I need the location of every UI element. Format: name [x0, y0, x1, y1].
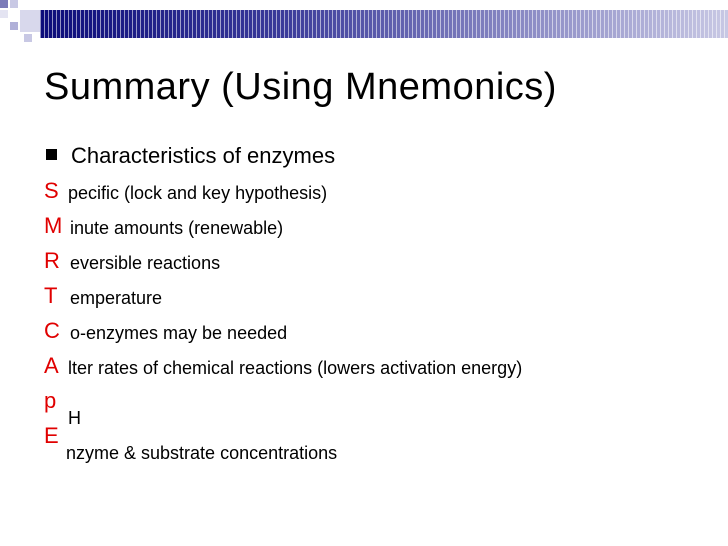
mnemonic-letter: C	[44, 318, 60, 343]
mnemonic-text: lter rates of chemical reactions (lowers activation energy)	[68, 358, 523, 378]
mnemonic-text: H	[68, 408, 81, 428]
mnemonic-letter: M	[44, 213, 63, 238]
bullet-text: Characteristics of enzymes	[71, 143, 336, 168]
mnemonic-letter: S	[44, 178, 59, 203]
mnemonic-text: emperature	[70, 288, 163, 308]
mnemonic-text: inute amounts (renewable)	[70, 218, 284, 238]
mnemonic-text: nzyme & substrate concentrations	[66, 443, 338, 463]
mnemonic-letter: A	[44, 353, 59, 378]
square-bullet-icon	[46, 149, 57, 160]
mnemonic-letter: T	[44, 283, 58, 308]
slide-title: Summary (Using Mnemonics)	[44, 66, 557, 108]
mnemonic-text: o-enzymes may be needed	[70, 323, 288, 343]
mnemonic-text: eversible reactions	[70, 253, 221, 273]
bullet-item	[46, 143, 335, 169]
mnemonic-letter: p	[44, 388, 57, 413]
header-banner	[40, 10, 728, 38]
mnemonic-letter: R	[44, 248, 60, 273]
mnemonic-text: pecific (lock and key hypothesis)	[68, 183, 328, 203]
mnemonic-letter: E	[44, 423, 59, 448]
